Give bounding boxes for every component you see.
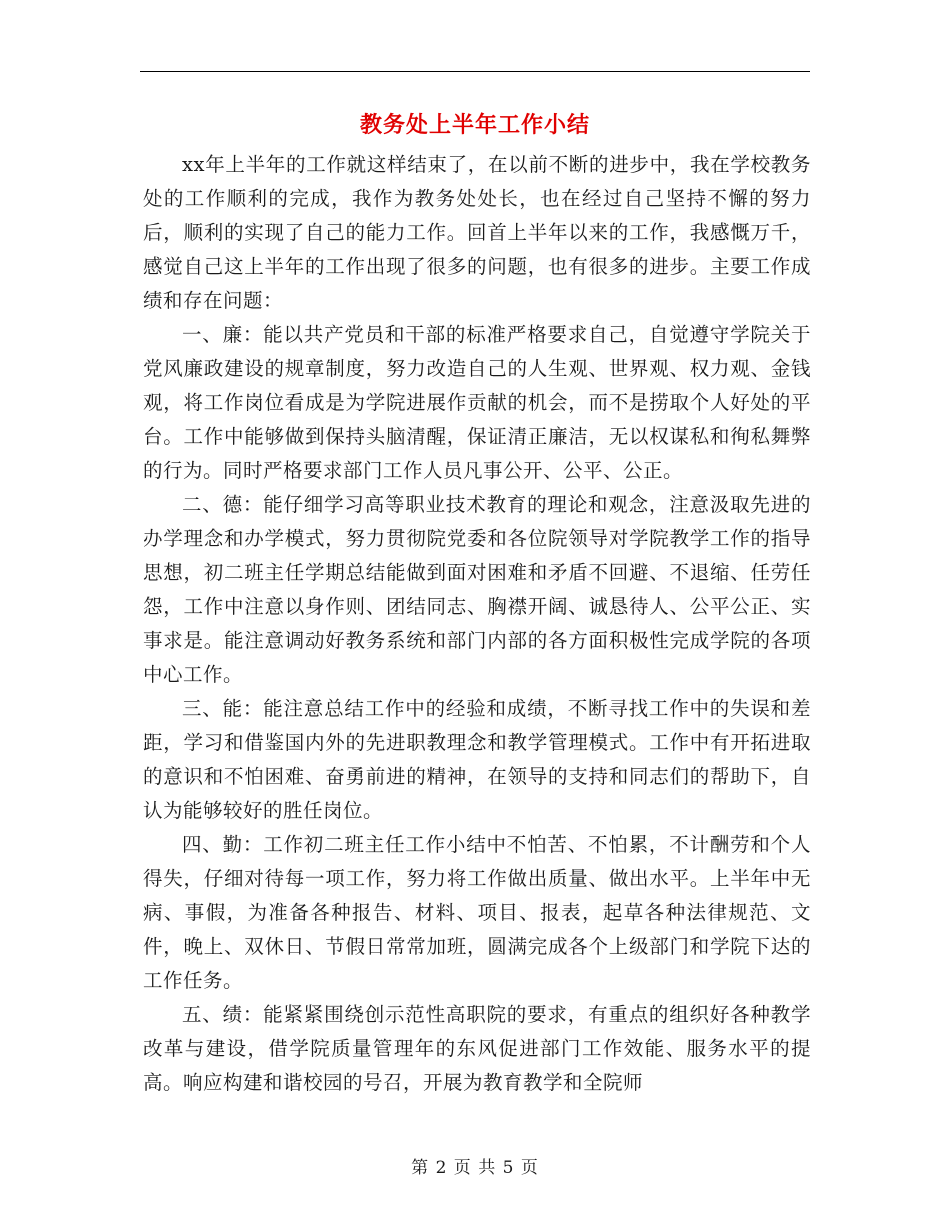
paragraph-ability: 三、能：能注意总结工作中的经验和成绩，不断寻找工作中的失误和差距，学习和借鉴国内外的先进职教理念和教学管理模式。工作中有开拓进取的意识和不怕困难、奋勇前进的精神，在领导的支持和同志们的帮助下，自认为能够较好的胜任岗位。 — [143, 697, 811, 822]
paragraph-diligence: 四、勤：工作初二班主任工作小结中不怕苦、不怕累，不计酬劳和个人得失，仔细对待每一项工作，努力将工作做出质量、做出水平。上半年中无病、事假，为准备各种报告、材料、项目、报表，起草各种法律规范、文件，晚上、双休日、节假日常常加班，圆满完成各个上级部门和学院下达的工作任务。 — [143, 833, 811, 992]
paragraph-morality: 二、德：能仔细学习高等职业技术教育的理论和观念，注意汲取先进的办学理念和办学模式，努力贯彻院党委和各位院领导对学院教学工作的指导思想，初二班主任学期总结能做到面对困难和矛盾不回避、不退缩、任劳任怨，工作中注意以身作则、团结同志、胸襟开阔、诚恳待人、公平公正、实事求是。能注意调动好教务系统和部门内部的各方面积极性完成学院的各项中心工作。 — [143, 493, 811, 686]
intro-paragraph: xx年上半年的工作就这样结束了，在以前不断的进步中，我在学校教务处的工作顺利的完成，我作为教务处处长，也在经过自己坚持不懈的努力后，顺利的实现了自己的能力工作。回首上半年以来的工作，我感慨万千，感觉自己这上半年的工作出现了很多的问题，也有很多的进步。主要工作成绩和存在问题： — [143, 153, 811, 312]
document-title: 教务处上半年工作小结 — [359, 113, 590, 138]
paragraph-integrity: 一、廉：能以共产党员和干部的标准严格要求自己，自觉遵守学院关于党风廉政建设的规章制度，努力改造自己的人生观、世界观、权力观、金钱观，将工作岗位看成是为学院进展作贡献的机会，而不是捞取个人好处的平台。工作中能够做到保持头脑清醒，保证清正廉洁，无以权谋私和徇私舞弊的行为。同时严格要求部门工作人员凡事公开、公平、公正。 — [143, 323, 811, 482]
paragraph-performance: 五、绩：能紧紧围绕创示范性高职院的要求，有重点的组织好各种教学改革与建设，借学院质量管理年的东风促进部门工作效能、服务水平的提高。响应构建和谐校园的号召，开展为教育教学和全院师 — [143, 1003, 811, 1094]
header-rule — [140, 71, 810, 72]
page-number-footer: 第 2 页 共 5 页 — [411, 1158, 539, 1178]
document-body — [143, 148, 811, 1100]
